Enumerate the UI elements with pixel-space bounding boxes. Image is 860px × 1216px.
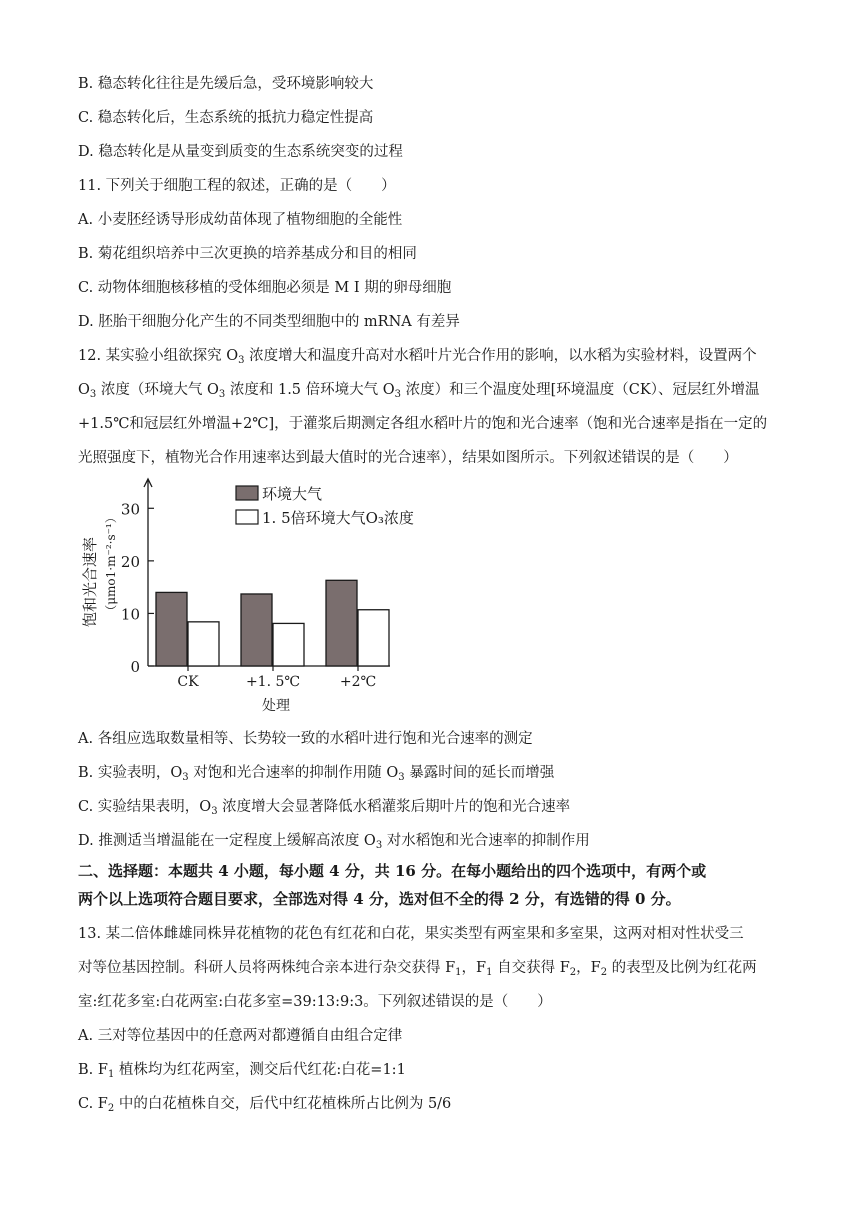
y-axis-label-unit: （μmo1·m⁻²·s⁻¹）: [104, 511, 118, 617]
option-11d: D. 胚胎干细胞分化产生的不同类型细胞中的 mRNA 有差异: [78, 314, 460, 330]
y-tick-label: 30: [120, 500, 140, 519]
option-12d: D. 推测适当增温能在一定程度上缓解高浓度 $O_3$ 对水稻饱和光合速率的抑制作用: [78, 833, 590, 851]
option-11a: A. 小麦胚经诱导形成幼苗体现了植物细胞的全能性: [78, 212, 403, 228]
option-12c: C. 实验结果表明，$O_3$ 浓度增大会显著降低水稻灌浆后期叶片的饱和光合速率: [78, 799, 571, 817]
y-axis-title: [81, 511, 118, 627]
option-13c: C. $F_2$ 中的白花植株自交，后代中红花植株所占比例为 5/6: [78, 1096, 452, 1114]
bar-elevated-o3-2: [358, 610, 389, 666]
legend-swatch-1: [236, 510, 258, 524]
y-tick-label: 20: [120, 552, 140, 571]
y-axis-label-main: 饱和光合速率: [81, 536, 99, 628]
option-13b: B. $F_1$ 植株均为红花两室，测交后代红花:白花=1:1: [78, 1062, 406, 1080]
question-13-stem-line3: 室:红花多室:白花两室:白花多室=39:13:9:3。下列叙述错误的是（ ）: [78, 994, 552, 1010]
section-2-heading-line2: 两个以上选项符合题目要求，全部选对得 4 分，选对但不全的得 2 分，有选错的得 0 分。: [78, 890, 681, 908]
question-12-stem-line4: 光照强度下，植物光合作用速率达到最大值时的光合速率），结果如图所示。下列叙述错误的是（ ）: [78, 450, 738, 466]
x-tick-label: +1. 5℃: [245, 674, 301, 690]
question-11-stem: 11. 下列关于细胞工程的叙述，正确的是（ ）: [78, 178, 396, 194]
legend-swatch-0: [236, 486, 258, 500]
option-11b: B. 菊花组织培养中三次更换的培养基成分和目的相同: [78, 246, 417, 262]
option-13a: A. 三对等位基因中的任意两对都遵循自由组合定律: [78, 1028, 403, 1044]
option-12b: B. 实验表明，$O_3$ 对饱和光合速率的抑制作用随 $O_3$ 暴露时间的延长而增强: [78, 765, 555, 783]
bar-ambient-0: [156, 592, 187, 666]
bar-elevated-o3-1: [273, 623, 304, 666]
bar-ambient-2: [326, 580, 357, 666]
x-tick-label: +2℃: [339, 674, 377, 690]
section-2-heading-line1: 二、选择题：本题共 4 小题，每小题 4 分，共 16 分。在每小题给出的四个选项中，有两个或: [78, 862, 707, 880]
x-tick-label: CK: [177, 674, 199, 690]
saturation-photosynthesis-bar-chart: [78, 472, 438, 717]
question-13-stem-line2: 对等位基因控制。科研人员将两株纯合亲本进行杂交获得 $F_1$，$F_1$ 自交获得 $F_2$，$F_2$ 的表型及比例为红花两: [78, 960, 757, 978]
question-12-stem-line1: 12. 某实验小组欲探究 $O_3$ 浓度增大和温度升高对水稻叶片光合作用的影响，以水稻为实验材料，设置两个: [78, 348, 757, 366]
question-12-stem-line2: $O_3$ 浓度（环境大气 $O_3$ 浓度和 1.5 倍环境大气 $O_3$ 浓度）和三个温度处理[环境温度（CK）、冠层红外增温: [78, 382, 760, 400]
option-12a: A. 各组应选取数量相等、长势较一致的水稻叶进行饱和光合速率的测定: [78, 731, 533, 747]
bar-ambient-1: [241, 594, 272, 666]
legend-label-1: 1. 5倍环境大气O₃浓度: [262, 509, 414, 527]
question-13-stem-line1: 13. 某二倍体雌雄同株异花植物的花色有红花和白花，果实类型有两室果和多室果，这两对相对性状受三: [78, 926, 744, 942]
y-tick-label: 0: [130, 658, 140, 676]
legend-label-0: 环境大气: [262, 485, 323, 503]
option-10b: B. 稳态转化往往是先缓后急，受环境影响较大: [78, 76, 374, 92]
option-10d: D. 稳态转化是从量变到质变的生态系统突变的过程: [78, 144, 403, 160]
option-10c: C. 稳态转化后，生态系统的抵抗力稳定性提高: [78, 110, 374, 126]
x-axis-label: 处理: [262, 698, 290, 714]
bar-elevated-o3-0: [188, 622, 219, 666]
option-11c: C. 动物体细胞核移植的受体细胞必须是 M Ⅰ 期的卵母细胞: [78, 280, 452, 296]
y-tick-label: 10: [120, 605, 140, 624]
question-12-stem-line3: +1.5℃和冠层红外增温+2℃]，于灌浆后期测定各组水稻叶片的饱和光合速率（饱和光合速率是指在一定的: [78, 416, 768, 432]
